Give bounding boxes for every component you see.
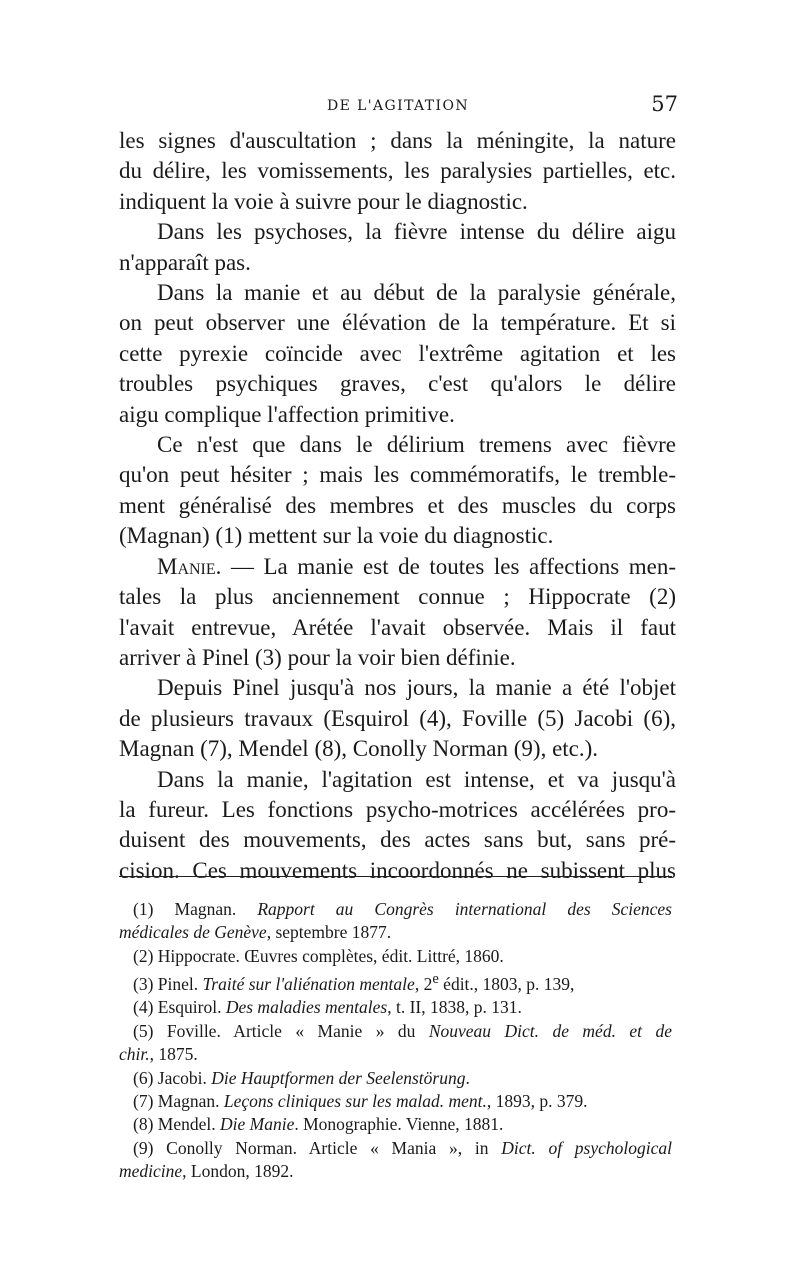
text-line: ment généralisé des membres et des muscles du corps bbox=[119, 492, 676, 518]
text-line: tales la plus anciennement connue ; Hippocrate (2) bbox=[119, 584, 676, 610]
text-line: la fureur. Les fonctions psycho-motrices accélérées pro- bbox=[119, 796, 676, 822]
footnote: (1) Magnan. Rapport au Congrès international des Sciences bbox=[133, 899, 672, 919]
text-line: indiquent la voie à suivre pour le diagnostic. bbox=[119, 188, 528, 214]
footnote-continuation: médicales de Genève, septembre 1877. bbox=[119, 922, 392, 943]
text-line: n'apparaît pas. bbox=[119, 249, 251, 275]
footnote: (5) Foville. Article « Manie » du Nouveau Dict. de méd. et de bbox=[133, 1020, 672, 1041]
footnote-continuation: chir., 1875. bbox=[119, 1044, 198, 1065]
text-line: du délire, les vomissements, les paralysies partielles, etc. bbox=[119, 158, 676, 184]
footnote: (7) Magnan. Leçons cliniques sur les malad. ment., 1893, p. 379. bbox=[133, 1091, 588, 1112]
text-line: Ce n'est que dans le délirium tremens avec fièvre bbox=[157, 432, 676, 458]
footnote: (8) Mendel. Die Manie. Monographie. Vienne, 1881. bbox=[133, 1114, 504, 1135]
text-line: cision. Ces mouvements incoordonnés ne subissent plus bbox=[119, 857, 676, 883]
footnote: (4) Esquirol. Des maladies mentales, t. II, 1838, p. 131. bbox=[133, 997, 522, 1018]
text-line: Dans la manie, l'agitation est intense, et va jusqu'à bbox=[157, 766, 676, 792]
text-line: les signes d'auscultation ; dans la méningite, la nature bbox=[119, 128, 676, 153]
footnote: (3) Pinel. Traité sur l'aliénation mentale, 2e édit., 1803, p. 139, bbox=[133, 971, 575, 995]
text-line: de plusieurs travaux (Esquirol (4), Foville (5) Jacobi (6), bbox=[119, 705, 676, 731]
text-line: Dans la manie et au début de la paralysie générale, bbox=[157, 280, 676, 306]
text-line: duisent des mouvements, des actes sans but, sans pré- bbox=[119, 827, 676, 853]
text-line: Depuis Pinel jusqu'à nos jours, la manie a été l'objet bbox=[157, 675, 676, 701]
section-heading: Manie. bbox=[157, 553, 222, 579]
section-heading-line bbox=[119, 552, 676, 582]
text-line: Dans les psychoses, la fièvre intense du délire aigu bbox=[157, 219, 676, 245]
text-line: Magnan (7), Mendel (8), Conolly Norman (9), etc.). bbox=[119, 736, 599, 762]
text-line: qu'on peut hésiter ; mais les commémoratifs, le tremble- bbox=[119, 462, 676, 488]
text-line: on peut observer une élévation de la température. Et si bbox=[119, 310, 676, 336]
footnote: (6) Jacobi. Die Hauptformen der Seelenstörung. bbox=[133, 1067, 470, 1088]
footnotes bbox=[119, 898, 672, 1184]
text-line: cette pyrexie coïncide avec l'extrême agitation et les bbox=[119, 340, 676, 366]
footnote-continuation: medicine, London, 1892. bbox=[119, 1161, 294, 1182]
page-header bbox=[118, 92, 678, 120]
text-line: aigu complique l'affection primitive. bbox=[119, 401, 455, 427]
body-text bbox=[119, 126, 676, 886]
footnote-rule bbox=[119, 876, 672, 877]
running-title: DE L'AGITATION bbox=[327, 98, 469, 114]
text-line: arriver à Pinel (3) pour la voir bien définie. bbox=[119, 644, 516, 670]
text-line: troubles psychiques graves, c'est qu'alors le délire bbox=[119, 371, 676, 397]
footnote: (9) Conolly Norman. Article « Mania », in Dict. of psychological bbox=[133, 1137, 672, 1158]
footnote: (2) Hippocrate. Œuvres complètes, édit. Littré, 1860. bbox=[133, 945, 504, 966]
text-line: (Magnan) (1) mettent sur la voie du diagnostic. bbox=[119, 523, 554, 549]
text-line: l'avait entrevue, Arétée l'avait observée. Mais il faut bbox=[119, 614, 676, 640]
page-number: 57 bbox=[651, 92, 678, 116]
text-span: — La manie est de toutes les affections men- bbox=[221, 553, 676, 579]
